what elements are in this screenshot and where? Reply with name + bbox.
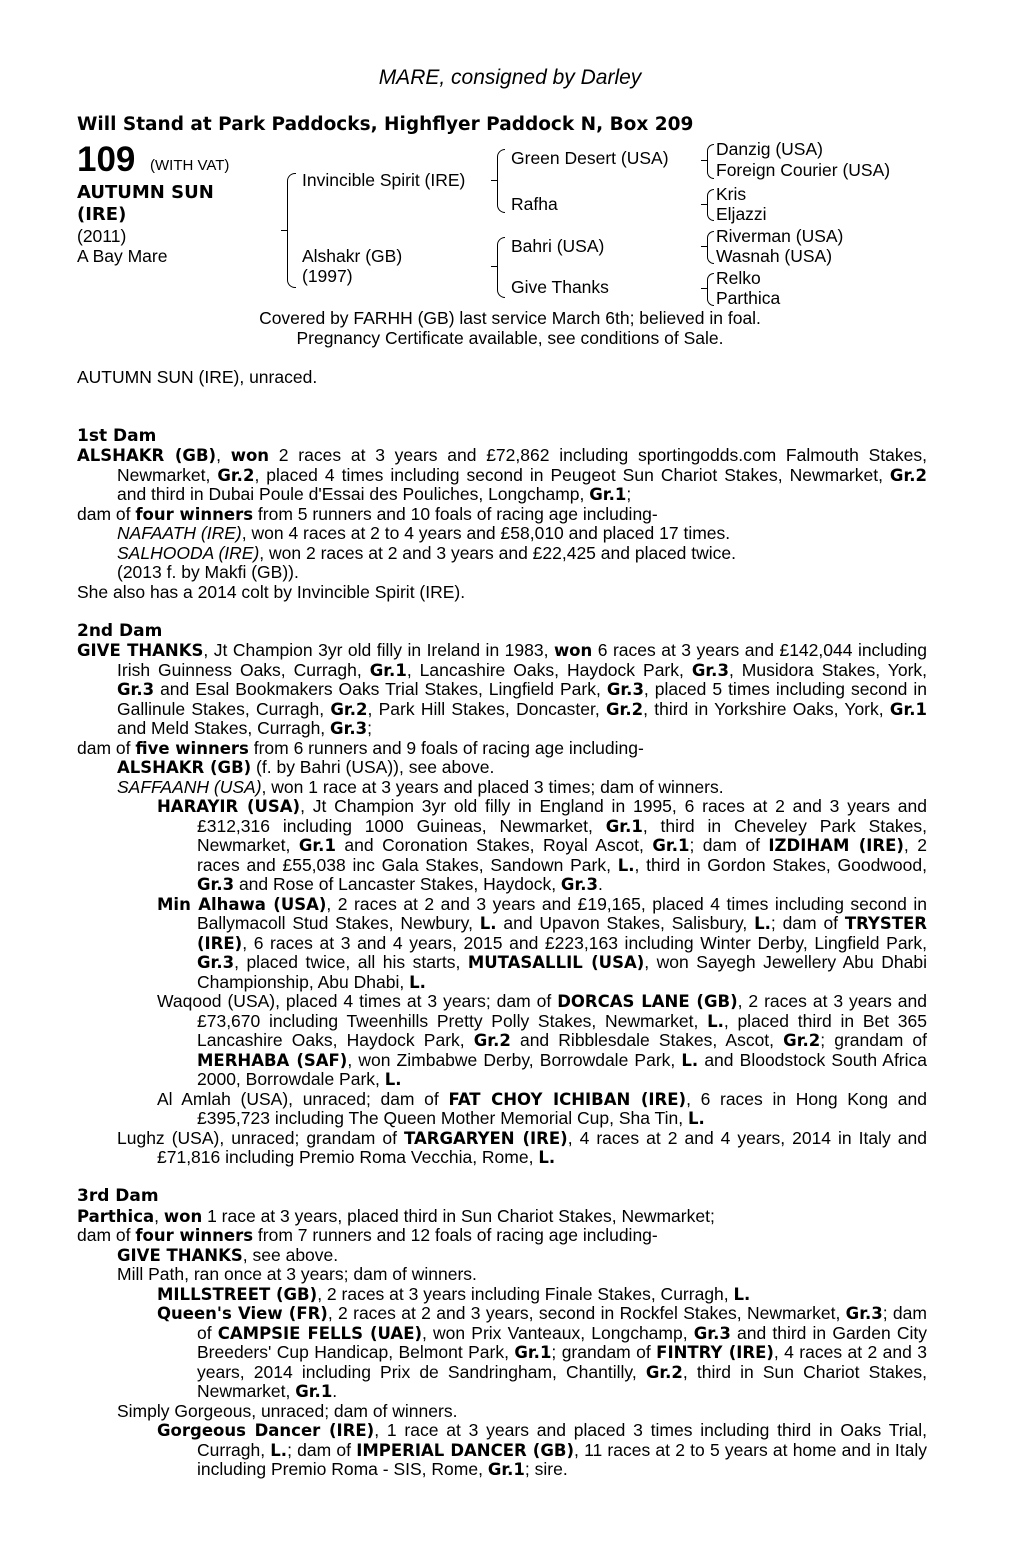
dam-sire-dam: Wasnah (USA) — [716, 246, 833, 266]
covering-note: Covered by FARHH (GB) last service March 6th; believed in foal. — [259, 308, 761, 328]
pedigree-brace — [707, 231, 714, 264]
dam-record: Parthica, won 1 race at 3 years, placed third in Sun Chariot Stakes, Newmarket; — [77, 1205, 715, 1226]
produce-summary: dam of five winners from 6 runners and 9 foals of racing age including- — [77, 737, 644, 758]
dam-record: GIVE THANKS, Jt Champion 3yr old filly in Ireland in 1983, won 6 races at 3 years and £142,044 including Irish Guinness Oaks, Curragh, Gr.1, Lancashire Oaks, Haydock Park, Gr.3, Musidora Stakes, York, Gr.3 and Esal Bookmakers Oaks Trial Stakes, Lingfield Park, Gr.3, placed 5 times including second in Gallinule Stakes, Curragh, Gr.2, Park Hill Stakes, Doncaster, Gr.2, third in Yorkshire Oaks, York, Gr.1 and Meld Stakes, Curragh, Gr.3; — [77, 640, 928, 738]
produce-entry: Queen's View (FR), 2 races at 2 and 3 years, second in Rockfel Stakes, Newmarket, Gr.3; dam of CAMPSIE FELLS (UAE), won Prix Vanteaux, Longchamp, Gr.3 and third in Garden City Breeders' Cup Handicap, Belmont Park, Gr.1; grandam of FINTRY (IRE), 4 races at 2 and 3 years, 2014 including Prix de Sandringham, Chantilly, Gr.2, third in Sun Chariot Stakes, Newmarket, Gr.1. — [157, 1303, 928, 1401]
catalogue-body — [77, 368, 927, 1480]
pedigree-brace — [707, 273, 714, 306]
produce-entry: ALSHAKR (GB) (f. by Bahri (USA)), see above. — [117, 757, 495, 777]
pedigree-brace — [701, 204, 707, 205]
produce-entry: Al Amlah (USA), unraced; dam of FAT CHOY ICHIBAN (IRE), 6 races in Hong Kong and £395,723 including The Queen Mother Memorial Cup, Sha Tin, L. — [157, 1088, 927, 1128]
section-heading: 3rd Dam — [77, 1186, 159, 1206]
produce-summary: dam of four winners from 5 runners and 10 foals of racing age including- — [77, 503, 658, 524]
produce-entry: Simply Gorgeous, unraced; dam of winners. — [117, 1400, 458, 1421]
certificate-note: Pregnancy Certificate available, see conditions of Sale. — [296, 328, 724, 348]
intro-line: AUTUMN SUN (IRE), unraced. — [77, 367, 318, 387]
pedigree-brace — [497, 149, 505, 213]
pedigree-brace — [287, 173, 296, 288]
produce-entry: Waqood (USA), placed 4 times at 3 years; dam of DORCAS LANE (GB), 2 races at 3 years and £73,670 including Tweenhills Pretty Polly Stakes, Newmarket, L., placed third in Bet 365 Lancashire Oaks, Haydock Park, Gr.2 and Ribblesdale Stakes, Ascot, Gr.2; grandam of MERHABA (SAF), won Zimbabwe Derby, Borrowdale Park, L. and Bloodstock South Africa 2000, Borrowdale Park, L. — [157, 991, 928, 1089]
dam-sire: Bahri (USA) — [511, 236, 605, 256]
pedigree-brace — [497, 237, 505, 298]
produce-entry: HARAYIR (USA), Jt Champion 3yr old filly in England in 1995, 6 races at 2 and 3 years and £312,316 including 1000 Guineas, Newmarket, Gr.1, third in Cheveley Park Stakes, Newmarket, Gr.1 and Coronation Stakes, Royal Ascot, Gr.1; dam of IZDIHAM (IRE), 2 races and £55,038 inc Gala Stakes, Sandown Park, L., third in Gordon Stakes, Goodwood, Gr.3 and Rose of Lancaster Stakes, Haydock, Gr.3. — [157, 796, 927, 894]
produce-entry: Mill Path, ran once at 3 years; dam of winners. — [117, 1264, 477, 1284]
section-heading: 1st Dam — [77, 425, 157, 446]
sire-sire-sire: Danzig (USA) — [716, 139, 823, 159]
horse-description: A Bay Mare — [77, 246, 168, 266]
dam-year: (1997) — [302, 266, 353, 286]
dam-sire-sire: Riverman (USA) — [716, 226, 844, 246]
produce-entry: SALHOODA (IRE), won 2 races at 2 and 3 years and £22,425 and placed twice. — [117, 542, 737, 563]
dam-dam: Give Thanks — [511, 277, 609, 297]
pedigree-brace — [491, 180, 497, 181]
pedigree-brace — [707, 144, 714, 179]
pedigree-brace — [701, 246, 707, 247]
produce-entry: NAFAATH (IRE), won 4 races at 2 to 4 years and £58,010 and placed 17 times. — [117, 523, 731, 543]
produce-note: She also has a 2014 colt by Invincible Spirit (IRE). — [77, 581, 466, 602]
dam: Alshakr (GB) — [302, 246, 403, 266]
produce-summary: dam of four winners from 7 runners and 12 foals of racing age including- — [77, 1225, 658, 1245]
produce-entry: MILLSTREET (GB), 2 races at 3 years including Finale Stakes, Curragh, L. — [157, 1283, 751, 1304]
page-title: MARE, consigned by Darley — [378, 66, 642, 89]
produce-entry: Gorgeous Dancer (IRE), 1 race at 3 years and placed 3 times including third in Oaks Trial, Curragh, L.; dam of IMPERIAL DANCER (GB), 11 races at 2 to 5 years at home and in Italy including Premio Roma - SIS, Rome, Gr.1; sire. — [157, 1420, 927, 1479]
produce-entry: Lughz (USA), unraced; grandam of TARGARYEN (IRE), 4 races at 2 and 4 years, 2014 in Italy and £71,816 including Premio Roma Vecchia, Rome, L. — [117, 1127, 927, 1167]
dam-record: ALSHAKR (GB), won 2 races at 3 years and £72,862 including sportingodds.com Falmouth Stakes, Newmarket, Gr.2, placed 4 times including second in Peugeot Sun Chariot Stakes, Newmarket, Gr.2 and third in Dubai Poule d'Essai des Pouliches, Longchamp, Gr.1; — [77, 445, 927, 504]
pedigree-brace — [701, 288, 707, 289]
lot-number: 109 — [77, 140, 136, 179]
vat-note: (WITH VAT) — [150, 157, 230, 174]
dam-dam-dam: Parthica — [716, 288, 781, 308]
produce-entry: GIVE THANKS, see above. — [117, 1244, 339, 1265]
section-heading: 2nd Dam — [77, 620, 163, 641]
horse-country: (IRE) — [77, 204, 127, 225]
sire-dam-dam: Eljazzi — [716, 204, 767, 224]
stand-location: Will Stand at Park Paddocks, Highflyer Paddock N, Box 209 — [77, 114, 694, 135]
pedigree-brace — [281, 230, 287, 231]
sire-sire-dam: Foreign Courier (USA) — [716, 160, 891, 180]
pedigree-brace — [701, 160, 707, 161]
produce-entry: SAFFAANH (USA), won 1 race at 3 years and placed 3 times; dam of winners. — [117, 776, 724, 797]
produce-entry: (2013 f. by Makfi (GB)). — [117, 562, 299, 582]
sire-sire: Green Desert (USA) — [511, 148, 669, 168]
pedigree-brace — [707, 189, 714, 221]
horse-year: (2011) — [77, 226, 127, 246]
horse-name: AUTUMN SUN — [77, 182, 214, 203]
pedigree-brace — [491, 266, 497, 267]
sire-dam: Rafha — [511, 194, 558, 214]
produce-entry: Min Alhawa (USA), 2 races at 2 and 3 years and £19,165, placed 4 times including second in Ballymacoll Stud Stakes, Newbury, L. and Upavon Stakes, Salisbury, L.; dam of TRYSTER (IRE), 6 races at 3 and 4 years, 2015 and £223,163 including Winter Derby, Lingfield Park, Gr.3, placed twice, all his starts, MUTASALLIL (USA), won Sayegh Jewellery Abu Dhabi Championship, Abu Dhabi, L. — [157, 893, 927, 992]
sire: Invincible Spirit (IRE) — [302, 170, 466, 190]
sire-dam-sire: Kris — [716, 184, 747, 204]
dam-dam-sire: Relko — [716, 268, 761, 288]
